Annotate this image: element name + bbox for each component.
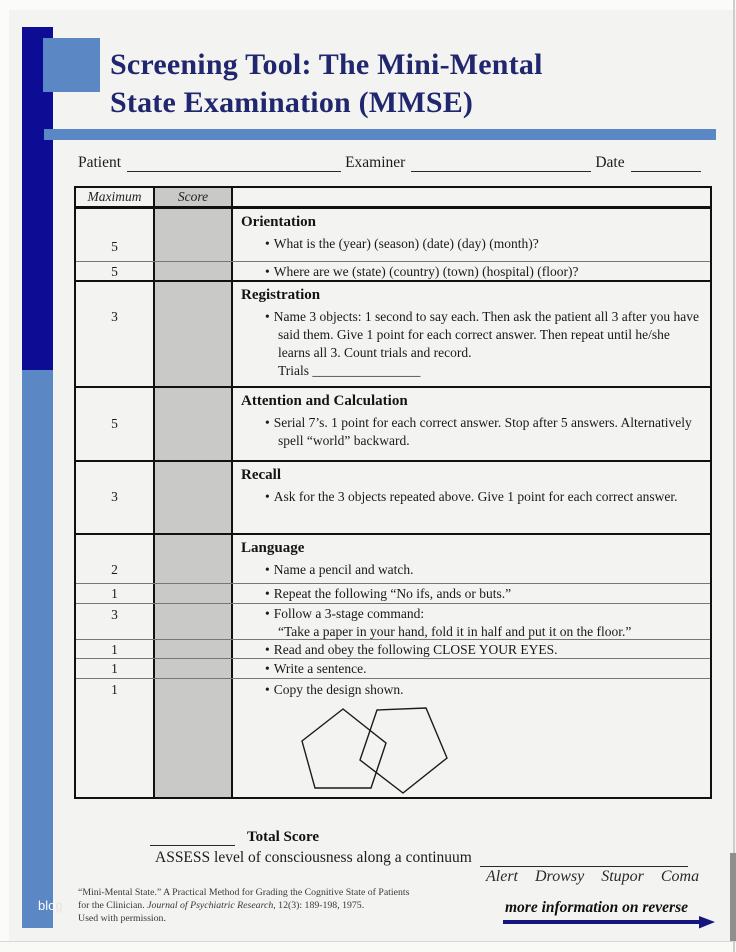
bullet-icon: • — [265, 309, 270, 324]
score-cell — [155, 679, 233, 797]
content-cell — [233, 388, 710, 460]
page-title-line2: State Examination (MMSE) — [110, 86, 474, 119]
score-cell — [155, 604, 233, 639]
bullet-icon: • — [265, 264, 270, 279]
table-row-language-3 — [76, 603, 710, 639]
section-title: Registration — [241, 287, 321, 303]
more-info-arrow-icon — [503, 916, 715, 934]
section-title: Language — [241, 540, 305, 556]
table-row-language-4 — [76, 639, 710, 658]
pentagon-design — [294, 703, 450, 797]
table-row-attention — [76, 386, 710, 460]
mmse-table — [74, 186, 712, 799]
score-cell — [155, 462, 233, 533]
continuum-option-coma: Coma — [660, 868, 700, 885]
content-cell — [233, 584, 710, 603]
score-cell — [155, 209, 233, 261]
assess-line — [155, 849, 688, 867]
item-text: • What is the (year) (season) (date) (day) (month)? — [265, 236, 539, 251]
table-row-language-5 — [76, 658, 710, 678]
continuum-option-alert: Alert — [486, 868, 518, 885]
section-title: Orientation — [241, 214, 316, 230]
item-text: • Name 3 objects: 1 second to say each. Then ask the patient all 3 after you have said them. Give 1 point for each correct answer. Then repeat until he/she learns all 3. Count trials and record. — [265, 309, 699, 360]
table-row-language-6 — [76, 678, 710, 797]
bullet-icon: • — [265, 236, 270, 251]
table-row-orientation-2 — [76, 261, 710, 280]
score-cell — [155, 659, 233, 678]
score-cell — [155, 388, 233, 460]
item-text: • Where are we (state) (country) (town) (hospital) (floor)? — [265, 264, 579, 279]
content-cell — [233, 679, 710, 797]
max-cell: 1 — [76, 584, 155, 603]
max-cell: 5 — [76, 262, 155, 280]
maximum-column-header: Maximum — [76, 188, 155, 206]
item-text: • Read and obey the following CLOSE YOUR EYES. — [265, 642, 558, 657]
citation-line3: Used with permission. — [78, 912, 166, 924]
max-cell: 3 — [76, 282, 155, 386]
identification-line — [78, 151, 709, 172]
scan-edge-bottom — [0, 941, 736, 952]
max-cell: 1 — [76, 640, 155, 658]
table-row-orientation-1 — [76, 209, 710, 261]
bullet-icon: • — [265, 586, 270, 601]
bullet-icon: • — [265, 489, 270, 504]
citation-line1: “Mini-Mental State.” A Practical Method for Grading the Cognitive State of Patients — [78, 887, 410, 898]
table-row-language-1 — [76, 533, 710, 583]
title-accent-square — [43, 38, 100, 92]
page-title-line1: Screening Tool: The Mini-Mental — [110, 48, 543, 81]
bullet-icon: • — [265, 682, 270, 697]
content-cell — [233, 604, 710, 639]
max-cell: 1 — [76, 659, 155, 678]
patient-label: Patient — [78, 154, 122, 171]
max-cell: 3 — [76, 462, 155, 533]
journal-name: Journal of Psychiatric Research — [147, 899, 274, 911]
content-cell — [233, 282, 710, 386]
score-cell — [155, 282, 233, 386]
content-cell — [233, 262, 710, 280]
table-row-recall — [76, 460, 710, 533]
max-cell: 5 — [76, 388, 155, 460]
max-cell: 5 — [76, 209, 155, 261]
total-score-blank-line — [150, 830, 235, 846]
date-blank-line — [631, 155, 701, 172]
content-cell — [233, 535, 710, 583]
item-text: • Write a sentence. — [265, 661, 367, 676]
score-cell — [155, 535, 233, 583]
max-cell: 3 — [76, 604, 155, 639]
item-text: • Repeat the following “No ifs, ands or buts.” — [265, 586, 512, 601]
bullet-icon: • — [265, 562, 270, 577]
citation — [78, 887, 473, 925]
item-text-continuation: “Take a paper in your hand, fold it in half and put it on the floor.” — [278, 624, 632, 639]
left-blue-bar — [22, 370, 53, 928]
examiner-blank-line — [411, 155, 591, 172]
content-cell — [233, 209, 710, 261]
trials-blank-line: Trials ________________ — [278, 363, 421, 378]
item-text: • Copy the design shown. — [265, 682, 404, 697]
scan-edge-right-shadow — [730, 853, 736, 941]
page-title — [110, 46, 710, 122]
total-score-label: Total Score — [247, 829, 320, 845]
bullet-icon: • — [265, 415, 270, 430]
content-cell — [233, 462, 710, 533]
bullet-icon: • — [265, 606, 270, 621]
max-cell: 1 — [76, 679, 155, 797]
table-header-row — [76, 188, 710, 209]
content-column-header — [233, 188, 710, 206]
assess-text: ASSESS level of consciousness along a continuum — [155, 849, 472, 866]
content-cell — [233, 659, 710, 678]
score-cell — [155, 262, 233, 280]
scan-edge-right — [733, 0, 735, 952]
section-title: Attention and Calculation — [241, 393, 408, 409]
watermark-text: blog — [38, 898, 63, 913]
citation-line2: for the Clinician. Journal of Psychiatric Research, 12(3): 189-198, 1975. — [78, 899, 365, 911]
continuum-option-drowsy: Drowsy — [535, 868, 585, 885]
item-text: • Ask for the 3 objects repeated above. Give 1 point for each correct answer. — [265, 489, 678, 504]
consciousness-continuum — [486, 868, 712, 886]
patient-blank-line — [127, 155, 341, 172]
content-cell — [233, 640, 710, 658]
item-text: • Follow a 3-stage command: — [265, 606, 425, 621]
score-cell — [155, 584, 233, 603]
section-title: Recall — [241, 467, 281, 483]
total-score-line — [150, 829, 319, 846]
table-row-language-2 — [76, 583, 710, 603]
date-label: Date — [595, 154, 625, 171]
examiner-label: Examiner — [345, 154, 406, 171]
max-cell: 2 — [76, 535, 155, 583]
more-info-text: more information on reverse — [505, 899, 688, 916]
continuum-option-stupor: Stupor — [601, 868, 644, 885]
item-text: • Serial 7’s. 1 point for each correct answer. Stop after 5 answers. Alternatively spell “world” backward. — [265, 415, 692, 448]
scan-edge-left — [0, 0, 9, 952]
horizontal-accent-bar — [44, 129, 716, 140]
bullet-icon: • — [265, 642, 270, 657]
score-column-header: Score — [155, 188, 233, 206]
scan-edge-top — [0, 0, 736, 10]
assess-blank-line — [480, 850, 688, 867]
score-cell — [155, 640, 233, 658]
item-text: • Name a pencil and watch. — [265, 562, 414, 577]
table-row-registration — [76, 280, 710, 386]
bullet-icon: • — [265, 661, 270, 676]
